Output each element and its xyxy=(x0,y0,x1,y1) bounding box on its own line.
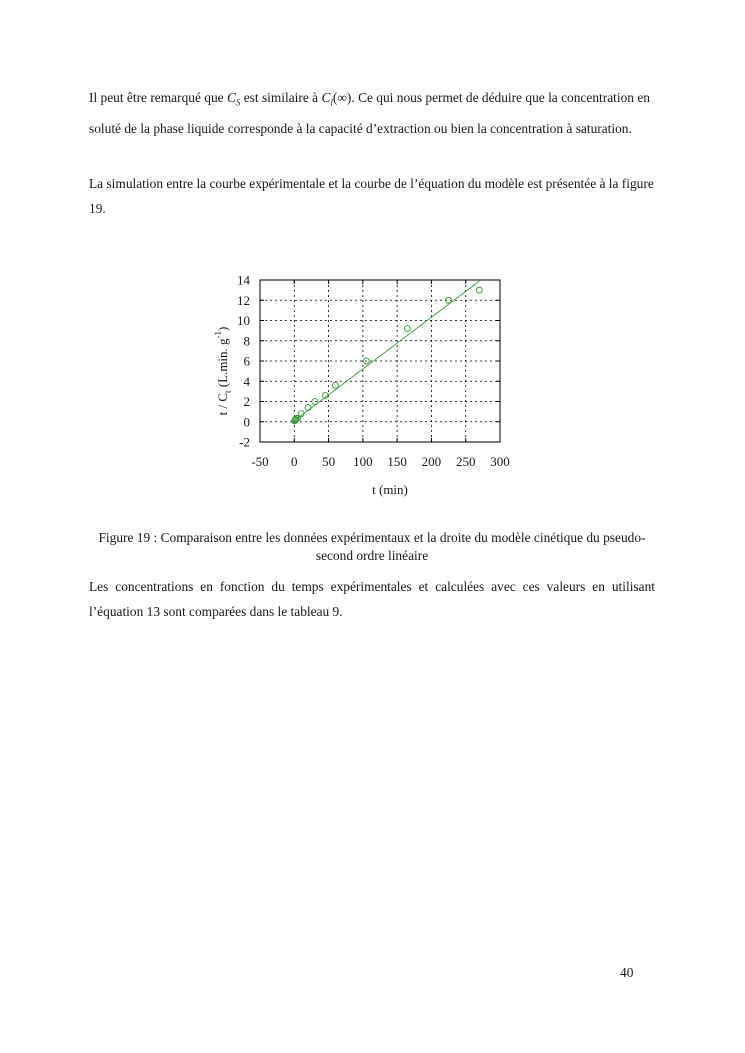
y-tick-label: 8 xyxy=(243,333,250,349)
y-tick-label: 6 xyxy=(243,353,250,369)
x-tick-label: 150 xyxy=(387,454,407,469)
paragraph-simulation: La simulation entre la courbe expérimentale et la courbe de l’équation du modèle est présentée à la figure 19. xyxy=(89,176,654,216)
x-tick-label: 200 xyxy=(421,454,442,469)
paragraph-intro: Il peut être remarqué que $C_S$ est similaire à $C_l(\infty)$. Ce qui nous permet de déduire que la concentration en soluté de la phase liquide corresponde à la capacité d’extraction ou bien la concentration à saturation. xyxy=(89,90,650,136)
figure-19-chart xyxy=(200,262,540,507)
data-points xyxy=(292,287,483,424)
y-tick-label: 12 xyxy=(237,292,250,308)
model-line xyxy=(294,281,479,421)
data-point xyxy=(332,382,338,388)
y-axis-label: t / $C_t$ (L.min. $g^{-1}$) xyxy=(213,326,233,416)
figure-caption: Figure 19 : Comparaison entre les données expérimentaux et la droite du modèle cinétique du pseudo-second ordre linéaire xyxy=(98,530,646,563)
x-tick-label: 250 xyxy=(455,454,476,469)
x-tick-label: 0 xyxy=(291,454,298,469)
paragraph-comparison: Les concentrations en fonction du temps expérimentales et calculées avec ces valeurs en utilisant l’équation 13 sont comparées dans le tableau 9. xyxy=(89,579,655,619)
y-tick-label: 2 xyxy=(243,394,250,409)
var-cl: C xyxy=(321,90,331,105)
y-tick-label: -2 xyxy=(239,434,250,450)
x-tick-label: 300 xyxy=(490,454,510,469)
x-tick-label: 100 xyxy=(353,454,373,469)
x-axis-label: t (min) xyxy=(372,482,408,497)
page-number: 40 xyxy=(620,965,634,980)
data-point xyxy=(476,287,482,293)
x-tick-label: -50 xyxy=(251,454,269,469)
y-tick-label: 10 xyxy=(237,313,250,328)
y-tick-labels xyxy=(237,273,251,450)
y-tick-label: 0 xyxy=(243,414,250,430)
data-point xyxy=(305,405,311,411)
y-tick-label: 14 xyxy=(237,272,250,288)
x-tick-labels xyxy=(251,454,509,469)
data-point xyxy=(404,326,410,332)
y-tick-label: 4 xyxy=(243,373,250,389)
x-tick-label: 50 xyxy=(322,454,336,469)
var-cs: C xyxy=(226,90,236,105)
